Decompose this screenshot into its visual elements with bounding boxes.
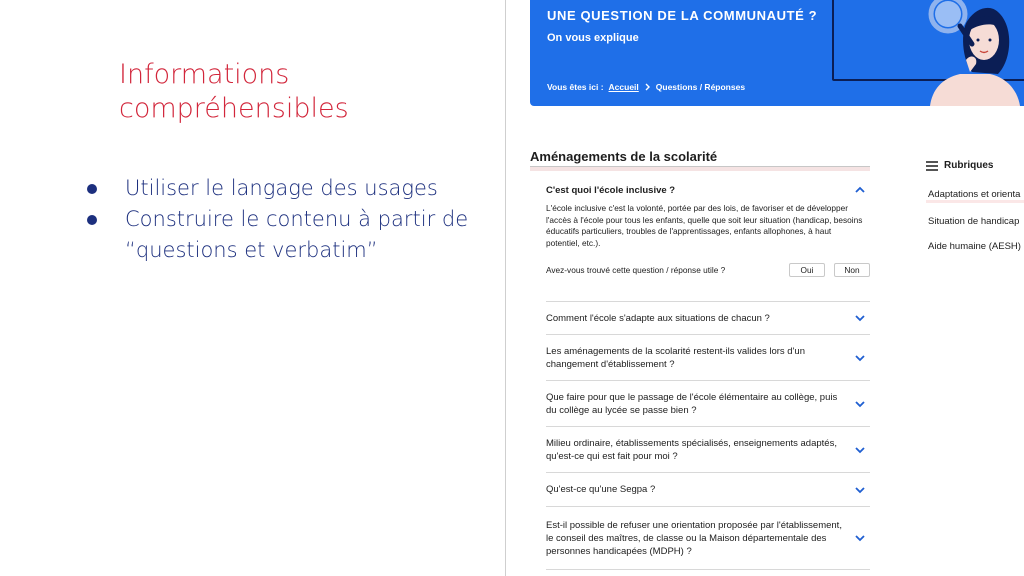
feedback-no-button[interactable]: Non <box>834 263 870 277</box>
faq-item[interactable] <box>546 302 870 335</box>
slide-title: Informations compréhensibles <box>119 59 349 124</box>
feedback-question: Avez-vous trouvé cette question / réponse utile ? <box>546 265 726 276</box>
slide-bullet-list <box>84 173 484 266</box>
faq-question[interactable]: Est-il possible de refuser une orientation proposée par l'établissement, le conseil des maîtres, de classe ou la Maison départementale des personnes handicapées (MDPH) ? <box>546 519 842 557</box>
faq-question[interactable]: Milieu ordinaire, établissements spécialisés, enseignements adaptés, qu'est-ce qui est fait pour moi ? <box>546 437 837 462</box>
feedback-yes-button[interactable]: Oui <box>789 263 825 277</box>
chevron-down-icon[interactable] <box>854 398 866 410</box>
hero-title: UNE QUESTION DE LA COMMUNAUTÉ ? <box>547 8 818 23</box>
bullet-dot-icon <box>87 215 97 225</box>
menu-icon <box>926 161 938 171</box>
hero-banner <box>530 0 1024 106</box>
rubriques-sidebar <box>926 160 1024 252</box>
chevron-down-icon[interactable] <box>854 312 866 324</box>
slide-bullet <box>84 173 484 204</box>
faq-question[interactable]: Que faire pour que le passage de l'école élémentaire au collège, puis du collège au lycée se passe bien ? <box>546 391 838 416</box>
chevron-down-icon[interactable] <box>854 532 866 544</box>
section-title: Aménagements de la scolarité <box>530 149 718 164</box>
faq-item[interactable] <box>546 427 870 473</box>
chevron-right-icon <box>644 83 651 91</box>
hero-subtitle: On vous explique <box>547 32 639 44</box>
website-screenshot <box>505 0 1024 576</box>
breadcrumb-current: Questions / Réponses <box>655 82 746 92</box>
faq-item[interactable] <box>546 381 870 427</box>
breadcrumb-prefix: Vous êtes ici : <box>547 82 604 92</box>
faq-item[interactable] <box>546 335 870 381</box>
breadcrumb-home-link[interactable]: Accueil <box>608 82 639 92</box>
rubriques-header <box>926 160 1024 171</box>
chevron-down-icon[interactable] <box>854 484 866 496</box>
faq-item[interactable] <box>546 507 870 570</box>
chevron-down-icon[interactable] <box>854 352 866 364</box>
slide-bullet <box>84 204 484 266</box>
faq-question[interactable]: Qu'est-ce qu'une Segpa ? <box>546 484 656 496</box>
faq-item-expanded <box>546 178 870 302</box>
chevron-down-icon[interactable] <box>854 444 866 456</box>
person-with-magnifier-illustration <box>880 0 1024 106</box>
slide-bullet-text: Utiliser le langage des usages <box>125 176 438 200</box>
faq-question[interactable]: C'est quoi l'école inclusive ? <box>546 185 676 196</box>
section-divider <box>530 166 870 171</box>
faq-question[interactable]: Comment l'école s'adapte aux situations de chacun ? <box>546 312 770 324</box>
active-rubrique-indicator <box>926 200 1024 203</box>
rubrique-item-adaptations[interactable]: Adaptations et orienta <box>928 189 1021 200</box>
faq-accordion <box>546 178 870 570</box>
faq-question[interactable]: Les aménagements de la scolarité restent-ils valides lors d'un changement d'établissement ? <box>546 345 805 370</box>
rubrique-item-handicap[interactable]: Situation de handicap <box>928 216 1020 227</box>
bullet-dot-icon <box>87 184 97 194</box>
chevron-up-icon[interactable] <box>854 184 866 196</box>
rubriques-title: Rubriques <box>944 160 994 171</box>
feedback-row <box>546 263 870 277</box>
faq-item[interactable] <box>546 473 870 507</box>
rubrique-item-aesh[interactable]: Aide humaine (AESH) <box>928 241 1021 252</box>
breadcrumb <box>547 82 745 92</box>
slide-bullet-text: Construire le contenu à partir de “questions et verbatim” <box>125 207 469 262</box>
faq-answer: L'école inclusive c'est la volonté, portée par des lois, de favoriser et de développer l'accès à l'école pour tous les enfants, quelle que soit leur situation (handicap, besoins éducatifs particuliers, troubles de l'apprentissages, enfants allophones, à haut potentiel, etc.). <box>546 203 863 248</box>
